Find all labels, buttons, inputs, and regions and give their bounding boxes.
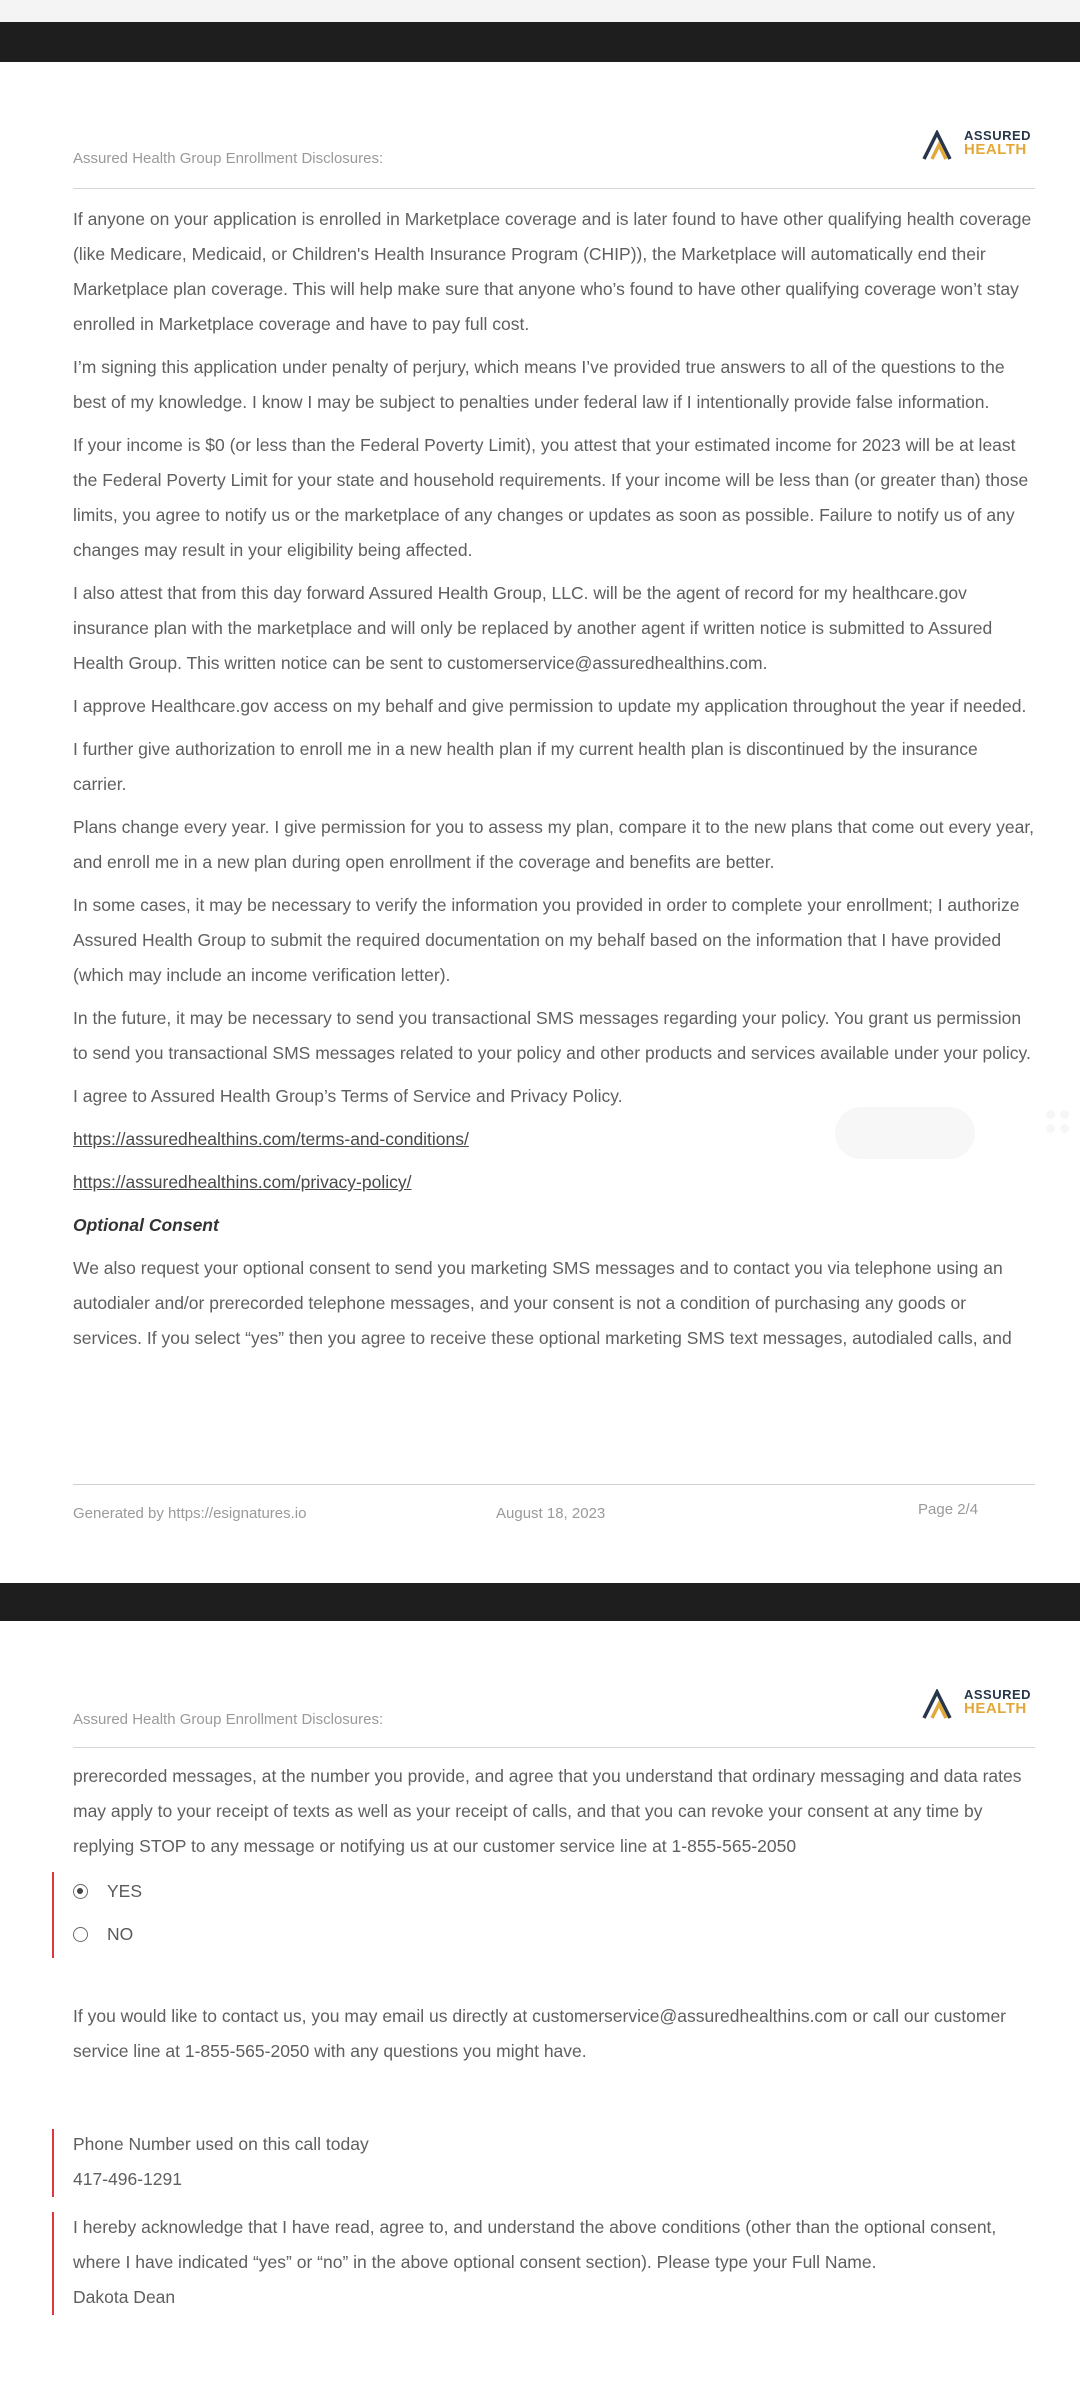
disclosure-paragraph: In some cases, it may be necessary to verify the information you provided in order to complete your enrollment; I authorize Assured Health Group to submit the required documentation on my behalf based on the information that I have provided (which may include an income verification letter).	[73, 895, 1020, 985]
viewer-top-strip	[0, 0, 1080, 22]
disclosure-paragraph: In the future, it may be necessary to send you transactional SMS messages regarding your policy. You grant us permission to send you transactional SMS messages related to your policy and other products and services available under your policy.	[73, 1008, 1031, 1063]
header-divider	[73, 188, 1035, 189]
disclosure-paragraph: I further give authorization to enroll me in a new health plan if my current health plan is discontinued by the insurance carrier.	[73, 739, 978, 794]
page-header-title: Assured Health Group Enrollment Disclosures:	[73, 1711, 384, 1728]
acknowledgement-text: I hereby acknowledge that I have read, agree to, and understand the above conditions (other than the optional consent, where I have indicated “yes” or “no” in the above optional consent section). Please type your Full Name.	[73, 2217, 997, 2272]
privacy-link[interactable]: https://assuredhealthins.com/privacy-policy/	[73, 1172, 412, 1192]
logo-text-assured: ASSURED	[964, 128, 1032, 143]
footer-generated-by: Generated by https://esignatures.io	[73, 1505, 307, 1522]
disclosure-body	[73, 202, 1035, 1364]
logo-text-assured: ASSURED	[964, 1687, 1032, 1702]
terms-link[interactable]: https://assuredhealthins.com/terms-and-conditions/	[73, 1129, 469, 1149]
assured-health-logo-icon	[922, 1689, 958, 1719]
disclosure-paragraph: I also attest that from this day forward Assured Health Group, LLC. will be the agent of record for my healthcare.gov insurance plan with the marketplace and will only be replaced by another agent if written notice is submitted to Assured Health Group. This written notice can be sent to customerservice@assuredhealthins.com.	[73, 583, 993, 673]
radio-checked-icon[interactable]	[73, 1884, 88, 1899]
required-field-marker	[52, 2129, 54, 2197]
assured-health-logo	[922, 126, 1034, 162]
consent-option-yes[interactable]	[73, 1876, 142, 1906]
required-field-marker	[52, 1872, 54, 1958]
page-header-title: Assured Health Group Enrollment Disclosures:	[73, 150, 384, 167]
required-field-marker	[52, 2212, 54, 2315]
assured-health-logo	[922, 1685, 1034, 1721]
logo-text-health: HEALTH	[964, 141, 1027, 158]
optional-consent-text: We also request your optional consent to send you marketing SMS messages and to contact you via telephone using an autodialer and/or prerecorded telephone messages, and your consent is not a condition of purchasing any goods or services. If you select “yes” then you agree to receive these optional marketing SMS text messages, autodialed calls, and	[73, 1258, 1012, 1348]
radio-unchecked-icon[interactable]	[73, 1927, 88, 1942]
disclosure-paragraph: I approve Healthcare.gov access on my behalf and give permission to update my application throughout the year if needed.	[73, 696, 1027, 716]
optional-consent-heading: Optional Consent	[73, 1215, 219, 1235]
disclosure-paragraph: I’m signing this application under penalty of perjury, which means I’ve provided true answers to all of the questions to the best of my knowledge. I know I may be subject to penalties under federal law if I intentionally provide false information.	[73, 357, 1005, 412]
full-name-value[interactable]: Dakota Dean	[73, 2287, 176, 2307]
footer-page-number: Page 2/4	[918, 1501, 979, 1518]
page-separator-bar	[0, 1583, 1080, 1621]
consent-option-label: NO	[107, 1923, 134, 1944]
footer-date: August 18, 2023	[496, 1505, 606, 1522]
disclosure-paragraph: Plans change every year. I give permission for you to assess my plan, compare it to the new plans that come out every year, and enroll me in a new plan during open enrollment if the coverage and benefits are better.	[73, 817, 1035, 872]
disclosure-paragraph: If your income is $0 (or less than the Federal Poverty Limit), you attest that your estimated income for 2023 will be at least the Federal Poverty Limit for your state and household requirements. If your income will be less than (or greater than) those limits, you agree to notify us or the marketplace of any changes or updates as soon as possible. Failure to notify us of any changes may result in your eligibility being affected.	[73, 435, 1029, 560]
logo-text-health: HEALTH	[964, 1700, 1027, 1717]
phone-number-value[interactable]: 417-496-1291	[73, 2169, 182, 2189]
document-page-2	[0, 62, 1080, 1583]
contact-text: If you would like to contact us, you may email us directly at customerservice@assuredhealthins.com or call our customer service line at 1-855-565-2050 with any questions you might have.	[73, 2006, 1007, 2061]
consent-option-no[interactable]	[73, 1919, 133, 1949]
disclosure-paragraph: If anyone on your application is enrolled in Marketplace coverage and is later found to have other qualifying health coverage (like Medicare, Medicaid, or Children's Health Insurance Program (CHIP)), the Marketplace will automatically end their Marketplace plan coverage. This will help make sure that anyone who’s found to have other qualifying coverage won’t stay enrolled in Marketplace coverage and have to pay full cost.	[73, 209, 1032, 334]
header-divider	[73, 1747, 1035, 1748]
phone-number-label: Phone Number used on this call today	[73, 2134, 369, 2154]
footer-divider	[73, 1484, 1035, 1485]
page-indicator-overlay	[835, 1107, 975, 1159]
consent-option-label: YES	[107, 1880, 143, 1901]
optional-consent-continued: prerecorded messages, at the number you provide, and agree that you understand that ordinary messaging and data rates may apply to your receipt of texts as well as your receipt of calls, and that you can revoke your consent at any time by replying STOP to any message or notifying us at our customer service line at 1-855-565-2050	[73, 1766, 1022, 1856]
document-page-3	[0, 1621, 1080, 2408]
drag-handle-overlay	[1046, 1110, 1076, 1150]
assured-health-logo-icon	[922, 130, 958, 160]
disclosure-paragraph: I agree to Assured Health Group’s Terms of Service and Privacy Policy.	[73, 1086, 623, 1106]
page-separator-bar	[0, 22, 1080, 62]
